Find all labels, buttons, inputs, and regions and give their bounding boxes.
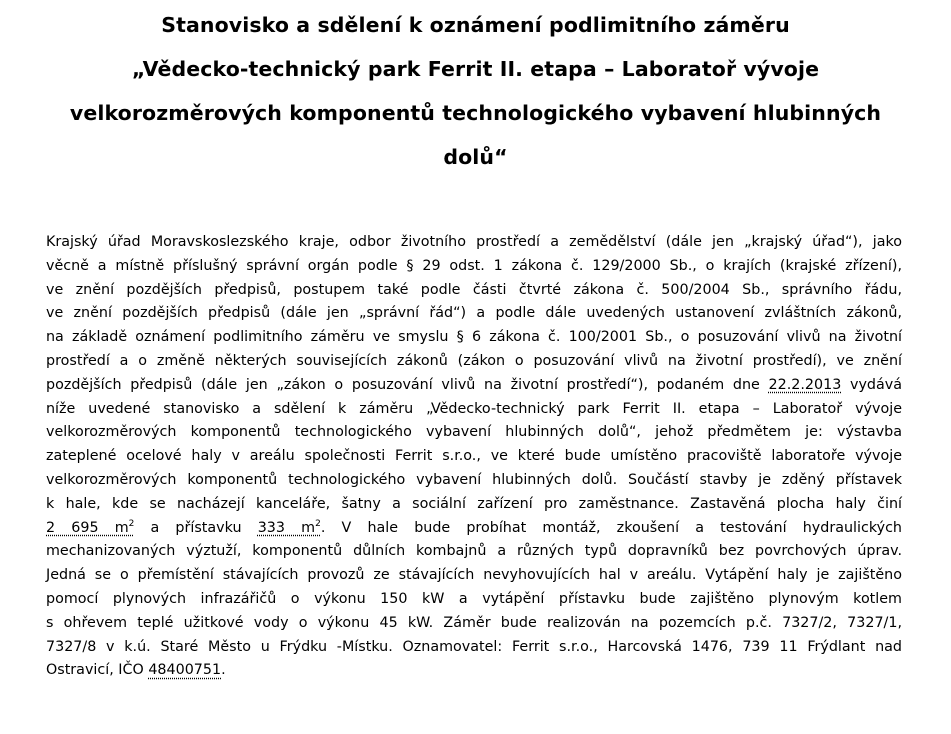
document-body-paragraph [46, 231, 902, 683]
body-line-13-tail: . V hale bude probíhat montáž, zkoušení a testování hydraulických [320, 519, 902, 536]
body-line-7-tail: vydává [850, 376, 902, 393]
annex-area-sup: 2 [315, 518, 321, 529]
body-line-9: velkorozměrových komponentů technologického vybavení hlubinných dolů“, jehož předmětem je: výstavba [46, 424, 902, 441]
body-line-12: k hale, kde se nacházejí kanceláře, šatny a sociální zařízení pro zaměstnance. Zastavěná plocha haly činí [46, 495, 902, 512]
body-line-7-text: pozdějších předpisů (dále jen „zákon o posuzování vlivů na životní prostředí“), podaném dne [46, 376, 760, 393]
title-line-1: Stanovisko a sdělení k oznámení podlimitního záměru [161, 13, 790, 37]
body-line-8: níže uvedené stanovisko a sdělení k záměru „Vědecko-technický park Ferrit II. etapa – Laboratoř vývoje [46, 400, 902, 417]
body-line-2: věcně a místně příslušný správní orgán podle § 29 odst. 1 zákona č. 129/2000 Sb., o krajích (krajské zřízení), [46, 257, 902, 274]
body-line-5: na základě oznámení podlimitního záměru ve smyslu § 6 zákona č. 100/2001 Sb., o posuzování vlivů na životní [46, 329, 902, 346]
hall-area [46, 520, 134, 536]
body-line-1: Krajský úřad Moravskoslezského kraje, odbor životního prostředí a zemědělství (dále jen „krajský úřad“), jako [46, 234, 902, 250]
annex-area-value: 333 m [257, 519, 316, 536]
body-line-19-text: Ostravicí, IČO [46, 662, 144, 679]
body-line-4: ve znění pozdějších předpisů (dále jen „správní řád“) a podle dále uvedených ustanovení zvláštních zákonů, [46, 305, 902, 322]
body-line-17: s ohřevem teplé užitkové vody o výkonu 45 kW. Záměr bude realizován na pozemcích p.č. 7327/2, 7327/1, [46, 614, 902, 631]
submission-date: 22.2.2013 [768, 376, 842, 393]
body-line-6: prostředí a o změně některých souvisejících zákonů (zákon o posuzování vlivů na životní prostředí), ve znění [46, 352, 902, 369]
body-line-19 [46, 659, 902, 683]
document-title [30, 3, 921, 179]
body-line-10: zateplené ocelové haly v areálu společnosti Ferrit s.r.o., ve které bude umístěno pracoviště laboratoře vývoje [46, 448, 902, 465]
title-line-4: dolů“ [443, 145, 508, 169]
body-line-15: Jedná se o přemístění stávajících provozů ze stávajících nevyhovujících hal v areálu. Vytápění haly je zajištěno [46, 567, 902, 584]
body-line-14: mechanizovaných výztuží, komponentů důlních kombajnů a různých typů dopravníků bez povrchových úprav. [46, 543, 902, 560]
body-line-11: velkorozměrových komponentů technologického vybavení hlubinných dolů. Součástí stavby je zděný přístavek [46, 471, 902, 488]
body-line-13 [46, 517, 902, 541]
title-line-3: velkorozměrových komponentů technologického vybavení hlubinných [69, 101, 882, 125]
body-line-19-tail: . [221, 662, 226, 679]
annex-area [258, 520, 321, 536]
hall-area-sup: 2 [128, 518, 135, 529]
body-line-16: pomocí plynových infrazářičů o výkonu 150 kW a vytápění přístavku bude zajištěno plynovým kotlem [46, 590, 902, 607]
body-line-13-text: a přístavku [150, 519, 242, 536]
ico-number: 48400751 [148, 662, 222, 679]
body-line-18: 7327/8 v k.ú. Staré Město u Frýdku -Místku. Oznamovatel: Ferrit s.r.o., Harcovská 1476, 739 11 Frýdlant nad [46, 638, 902, 655]
body-line-7 [46, 374, 902, 398]
body-line-3: ve znění pozdějších předpisů, postupem také podle části čtvrté zákona č. 500/2004 Sb., správního řádu, [46, 281, 902, 298]
hall-area-value: 2 695 m [46, 519, 129, 536]
title-line-2: „Vědecko-technický park Ferrit II. etapa – Laboratoř vývoje [131, 57, 820, 81]
